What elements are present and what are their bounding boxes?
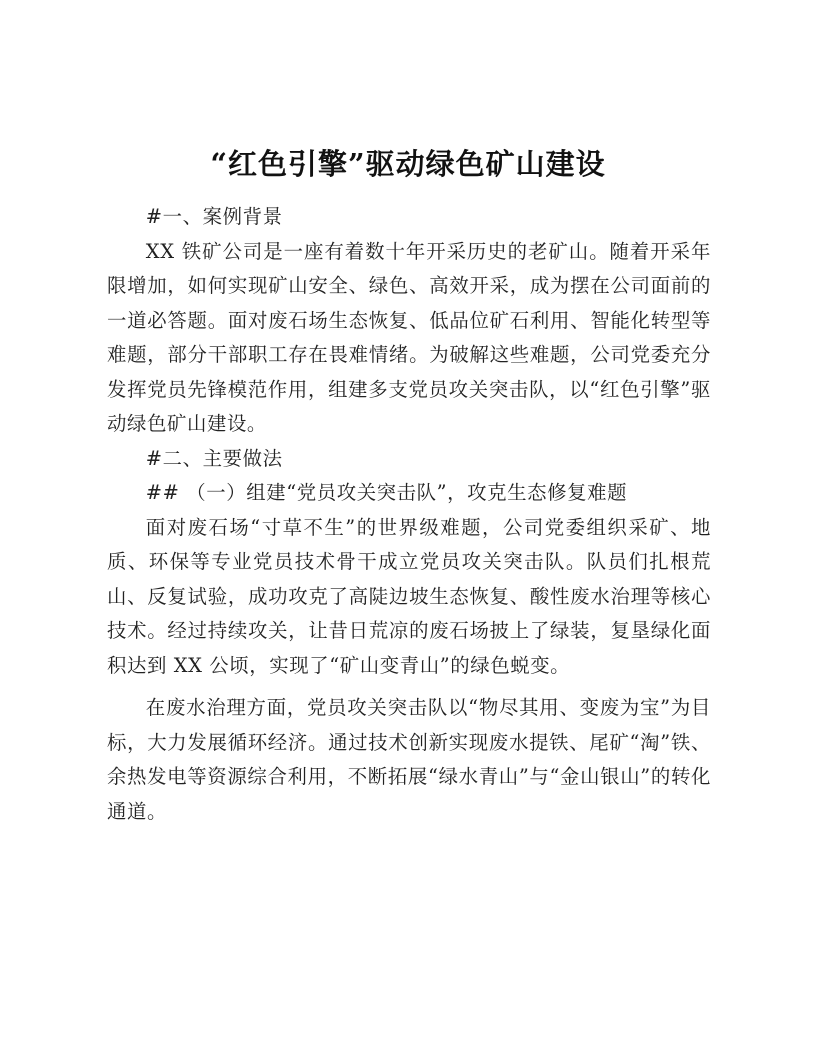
document-body bbox=[107, 200, 711, 829]
paragraph-background: XX 铁矿公司是一座有着数十年开采历史的老矿山。随着开采年限增加，如何实现矿山安全、绿色、高效开采，成为摆在公司面前的一道必答题。面对废石场生态恢复、低品位矿石利用、智能化转型等难题，部分干部职工存在畏难情绪。为破解这些难题，公司党委充分发挥党员先锋模范作用，组建多支党员攻关突击队，以“红色引擎”驱动绿色矿山建设。 bbox=[107, 239, 711, 435]
paragraph-ecological-restoration: 面对废石场“寸草不生”的世界级难题，公司党委组织采矿、地质、环保等专业党员技术骨干成立党员攻关突击队。队员们扎根荒山、反复试验，成功攻克了高陡边坡生态恢复、酸性废水治理等核心技术。经过持续攻关，让昔日荒凉的废石场披上了绿装，复垦绿化面积达到 XX 公顷，实现了“矿山变青山”的绿色蜕变。 bbox=[107, 515, 711, 677]
heading-main-practices: #二、主要做法 bbox=[145, 446, 283, 470]
paragraph-wastewater-treatment: 在废水治理方面，党员攻关突击队以“物尽其用、变废为宝”为目标，大力发展循环经济。通过技术创新实现废水提铁、尾矿“淘”铁、余热发电等资源综合利用，不断拓展“绿水青山”与“金山银山”的转化通道。 bbox=[107, 696, 711, 823]
subheading-commando-team: ## （一）组建“党员攻关突击队”，攻克生态修复难题 bbox=[145, 481, 628, 504]
document-title: “红色引擎”驱动绿色矿山建设 bbox=[210, 147, 606, 181]
heading-case-background: #一、案例背景 bbox=[145, 205, 283, 228]
